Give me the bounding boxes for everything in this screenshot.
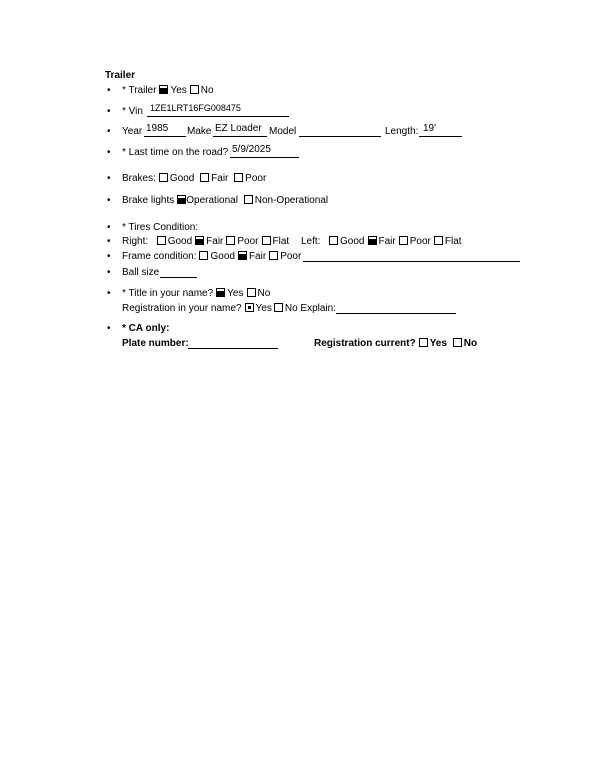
frame-good-checkbox[interactable] — [199, 251, 208, 260]
last-time-field[interactable]: 5/9/2025 — [232, 144, 271, 155]
frame-question — [122, 251, 301, 263]
brakes-poor-label: Poor — [245, 173, 267, 184]
last-time-field-line — [230, 157, 299, 158]
trailer-yes-checkbox[interactable] — [159, 85, 168, 94]
length-label: Length: — [385, 126, 419, 137]
trailer-question — [122, 85, 214, 97]
brakes-label: Brakes: — [122, 173, 156, 184]
tires-left-flat-checkbox[interactable] — [434, 236, 443, 245]
bullet — [107, 106, 111, 118]
registration-current-question — [314, 338, 477, 350]
registration-yes-checkbox[interactable] — [245, 303, 254, 312]
frame-poor-label: Poor — [280, 251, 302, 262]
title-no-label: No — [257, 288, 271, 299]
trailer-label: * Trailer — [122, 85, 157, 96]
tires-right-poor-checkbox[interactable] — [226, 236, 235, 245]
title-label: * Title in your name? — [122, 288, 214, 299]
bullet — [107, 195, 111, 207]
tires-right-flat-checkbox[interactable] — [262, 236, 271, 245]
tires-left-label: Left: — [301, 236, 321, 247]
registration-explain-label: Explain: — [300, 303, 336, 314]
registration-label: Registration in your name? — [122, 303, 242, 314]
bullet — [107, 173, 111, 185]
bullet — [107, 126, 111, 138]
tires-left-row — [301, 236, 462, 248]
registration-current-no-checkbox[interactable] — [453, 338, 462, 347]
bullet — [107, 236, 111, 248]
title-no-checkbox[interactable] — [247, 288, 256, 297]
tires-right-fair-checkbox[interactable] — [195, 236, 204, 245]
registration-current-label: Registration current? — [314, 338, 416, 349]
brake-lights-non-operational-label: Non-Operational — [254, 195, 329, 206]
model-label: Model — [269, 126, 297, 137]
tires-right-poor-label: Poor — [237, 236, 259, 247]
frame-good-label: Good — [210, 251, 235, 262]
plate-number-label: Plate number: — [122, 338, 189, 349]
registration-current-no-label: No — [463, 338, 478, 349]
tires-right-good-label: Good — [167, 236, 193, 247]
bullet — [107, 222, 111, 234]
brake-lights-question — [122, 195, 328, 207]
tires-left-good-checkbox[interactable] — [329, 236, 338, 245]
tires-right-row — [122, 236, 289, 248]
registration-current-yes-checkbox[interactable] — [419, 338, 428, 347]
ca-title: * CA only: — [122, 323, 170, 334]
registration-question — [122, 303, 336, 315]
registration-current-yes-label: Yes — [429, 338, 447, 349]
title-yes-checkbox[interactable] — [216, 288, 225, 297]
year-label: Year — [122, 126, 143, 137]
tires-left-poor-label: Poor — [409, 236, 431, 247]
brake-lights-operational-checkbox[interactable] — [177, 195, 186, 204]
make-field[interactable]: EZ Loader — [215, 123, 262, 134]
trailer-yes-label: Yes — [170, 85, 187, 96]
brakes-fair-checkbox[interactable] — [200, 173, 209, 182]
tires-left-fair-label: Fair — [378, 236, 396, 247]
brakes-good-checkbox[interactable] — [159, 173, 168, 182]
year-field-line — [144, 136, 186, 137]
make-label: Make — [187, 126, 212, 137]
ball-size-field[interactable] — [160, 277, 197, 278]
trailer-no-label: No — [200, 85, 214, 96]
bullet — [107, 323, 111, 335]
vin-field[interactable]: 1ZE1LRT16FG008475 — [150, 103, 241, 113]
plate-number-field[interactable] — [188, 348, 278, 349]
bullet — [107, 85, 111, 97]
registration-no-checkbox[interactable] — [274, 303, 283, 312]
frame-poor-checkbox[interactable] — [269, 251, 278, 260]
last-time-label: * Last time on the road? — [122, 147, 229, 158]
bullet — [107, 147, 111, 159]
bullet — [107, 288, 111, 300]
bullet — [107, 267, 111, 279]
tires-right-good-checkbox[interactable] — [157, 236, 166, 245]
registration-no-label: No — [284, 303, 298, 314]
length-field-line — [419, 136, 462, 137]
tires-right-fair-label: Fair — [206, 236, 224, 247]
title-question — [122, 288, 270, 300]
brake-lights-label: Brake lights — [122, 195, 175, 206]
frame-fair-checkbox[interactable] — [238, 251, 247, 260]
tires-left-good-label: Good — [340, 236, 365, 247]
registration-explain-field[interactable] — [336, 313, 456, 314]
trailer-no-checkbox[interactable] — [190, 85, 199, 94]
brakes-good-label: Good — [169, 173, 195, 184]
tires-left-flat-label: Flat — [444, 236, 462, 247]
tires-right-flat-label: Flat — [272, 236, 290, 247]
brake-lights-non-operational-checkbox[interactable] — [244, 195, 253, 204]
vin-field-line — [147, 116, 289, 117]
tires-title: * Tires Condition: — [122, 222, 199, 233]
frame-label: Frame condition: — [122, 251, 197, 262]
tires-right-label: Right: — [122, 236, 149, 247]
brakes-question — [122, 173, 266, 185]
ball-size-label: Ball size — [122, 267, 160, 278]
title-yes-label: Yes — [227, 288, 244, 299]
tires-left-fair-checkbox[interactable] — [368, 236, 377, 245]
vin-label: * Vin — [122, 106, 143, 117]
brakes-fair-label: Fair — [211, 173, 229, 184]
brake-lights-operational-label: Operational — [186, 195, 238, 206]
frame-fair-label: Fair — [248, 251, 267, 262]
make-field-line — [213, 136, 267, 137]
frame-notes-field[interactable] — [303, 261, 520, 262]
registration-yes-label: Yes — [255, 303, 272, 314]
year-field[interactable]: 1985 — [146, 123, 169, 134]
bullet — [107, 251, 111, 263]
brakes-poor-checkbox[interactable] — [234, 173, 243, 182]
model-field[interactable] — [299, 136, 381, 137]
section-title: Trailer — [105, 70, 136, 81]
tires-left-poor-checkbox[interactable] — [399, 236, 408, 245]
length-field[interactable]: 19' — [423, 123, 437, 134]
